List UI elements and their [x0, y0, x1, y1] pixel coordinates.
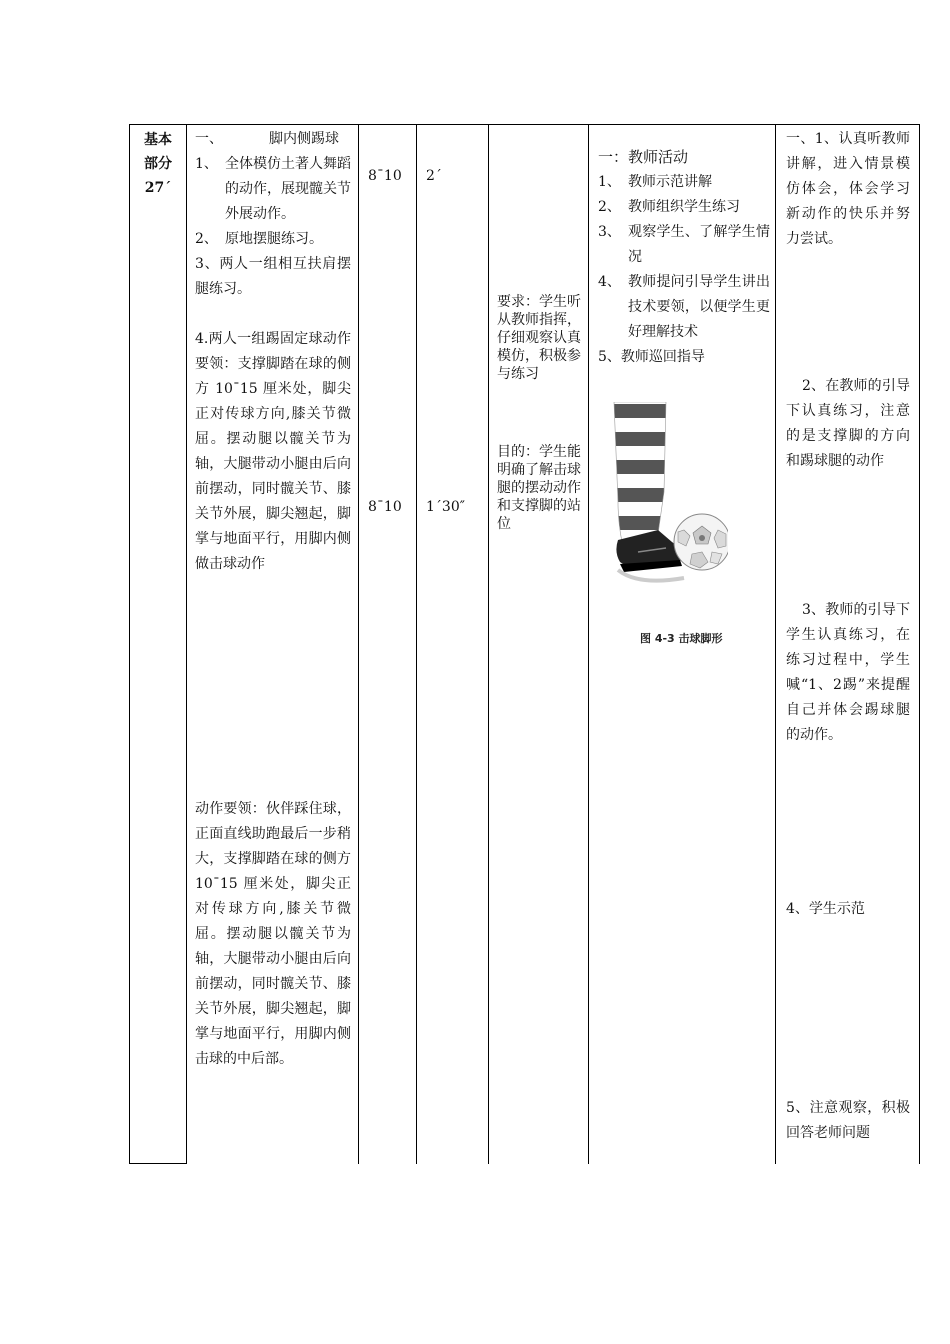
col-border: [488, 124, 489, 1164]
reps-value: 8¯10: [368, 168, 402, 184]
table-bottom-border: [129, 1163, 187, 1164]
col-border: [358, 124, 359, 1164]
col-border: [416, 124, 417, 1164]
student-activity: 5、注意观察，积极回答老师问题: [786, 1100, 910, 1141]
requirement-text: 要求：学生听从教师指挥，仔细观察认真模仿，积极参与练习: [497, 294, 581, 382]
section-line: 基本: [144, 132, 172, 148]
section-time: 27´: [144, 180, 172, 196]
teacher-title: 一：教师活动: [598, 148, 689, 166]
teacher-item: 5、教师巡回指导: [598, 349, 705, 365]
teacher-item: [598, 195, 770, 220]
time-value: 2´: [426, 168, 442, 184]
student-activity: 4、学生示范: [786, 901, 865, 917]
item-text: 教师示范讲解: [628, 174, 712, 190]
section-line: 部分: [144, 156, 172, 172]
section-label: [141, 128, 175, 200]
illustration-caption: 图 4-3 击球脚形: [640, 632, 723, 645]
item-text: 教师提问引导学生讲出技术要领，以便学生更好理解技术: [628, 274, 770, 340]
item-num: 3、: [598, 224, 621, 240]
item-text: 全体模仿土著人舞蹈的动作，展现髋关节外展动作。: [225, 156, 351, 222]
teacher-list: [598, 170, 770, 345]
content-column: [195, 127, 351, 577]
kicking-foot-illustration: [608, 402, 728, 588]
col-border: [919, 124, 920, 1164]
content-item: 3、两人一组相互扶肩摆腿练习。: [195, 256, 351, 297]
col-border: [186, 124, 187, 1164]
goal-text: 目的：学生能明确了解击球腿的摆动动作和支撑脚的站位: [497, 444, 581, 532]
col-border: [588, 124, 589, 1164]
student-activity: 3、教师的引导下学生认真练习，在练习过程中，学生喊“1、2踢”来提醒自己并体会踢球腿的动作。: [786, 602, 910, 743]
content-item: 动作要领：伙伴踩住球，正面直线助跑最后一步稍大，支撑脚踏在球的侧方 10¯15 厘米处，脚尖正对传球方向,膝关节微屈。摆动腿以髋关节为轴，大腿带动小腿由后向前摆动，同时髋关节、膝关节外展，脚尖翘起，脚掌与地面平行，用脚内侧击球的中后部。: [195, 801, 351, 1067]
content-item: [195, 227, 351, 252]
content-heading: [195, 127, 351, 152]
item-num: 1、: [195, 156, 218, 172]
item-num: 4、: [598, 274, 621, 290]
teacher-item: [598, 270, 770, 345]
item-text: 教师组织学生练习: [628, 199, 740, 215]
time-value: 1´30″: [426, 499, 465, 515]
teacher-item: [598, 220, 770, 270]
item-num: 1、: [598, 174, 621, 190]
content-item-action: [195, 797, 351, 1072]
heading-text: 脚内侧踢球: [269, 131, 339, 147]
item-text: 原地摆腿练习。: [225, 231, 323, 247]
item-num: 2、: [195, 231, 218, 247]
col-border: [775, 124, 776, 1164]
content-item: [195, 152, 351, 227]
heading-num: 一、: [195, 131, 223, 147]
content-item: 4.两人一组踢固定球动作要领：支撑脚踏在球的侧方 10¯15 厘米处，脚尖正对传球方向,膝关节微屈。摆动腿以髋关节为轴，大腿带动小腿由后向前摆动，同时髋关节、膝关节外展，脚尖翘起，脚掌与地面平行，用脚内侧做击球动作: [195, 331, 351, 572]
teacher-column: [598, 146, 770, 370]
reps-value: 8¯10: [368, 499, 402, 515]
student-activity: 一、1、认真听教师讲解，进入情景模仿体会，体会学习新动作的快乐并努力尝试。: [786, 131, 910, 247]
student-activity: 2、在教师的引导下认真练习，注意的是支撑脚的方向和踢球腿的动作: [786, 378, 910, 469]
table-top-border: [129, 124, 920, 125]
col-border: [129, 124, 130, 1164]
item-num: 2、: [598, 199, 621, 215]
item-text: 观察学生、了解学生情况: [628, 224, 770, 265]
teacher-item: [598, 170, 770, 195]
